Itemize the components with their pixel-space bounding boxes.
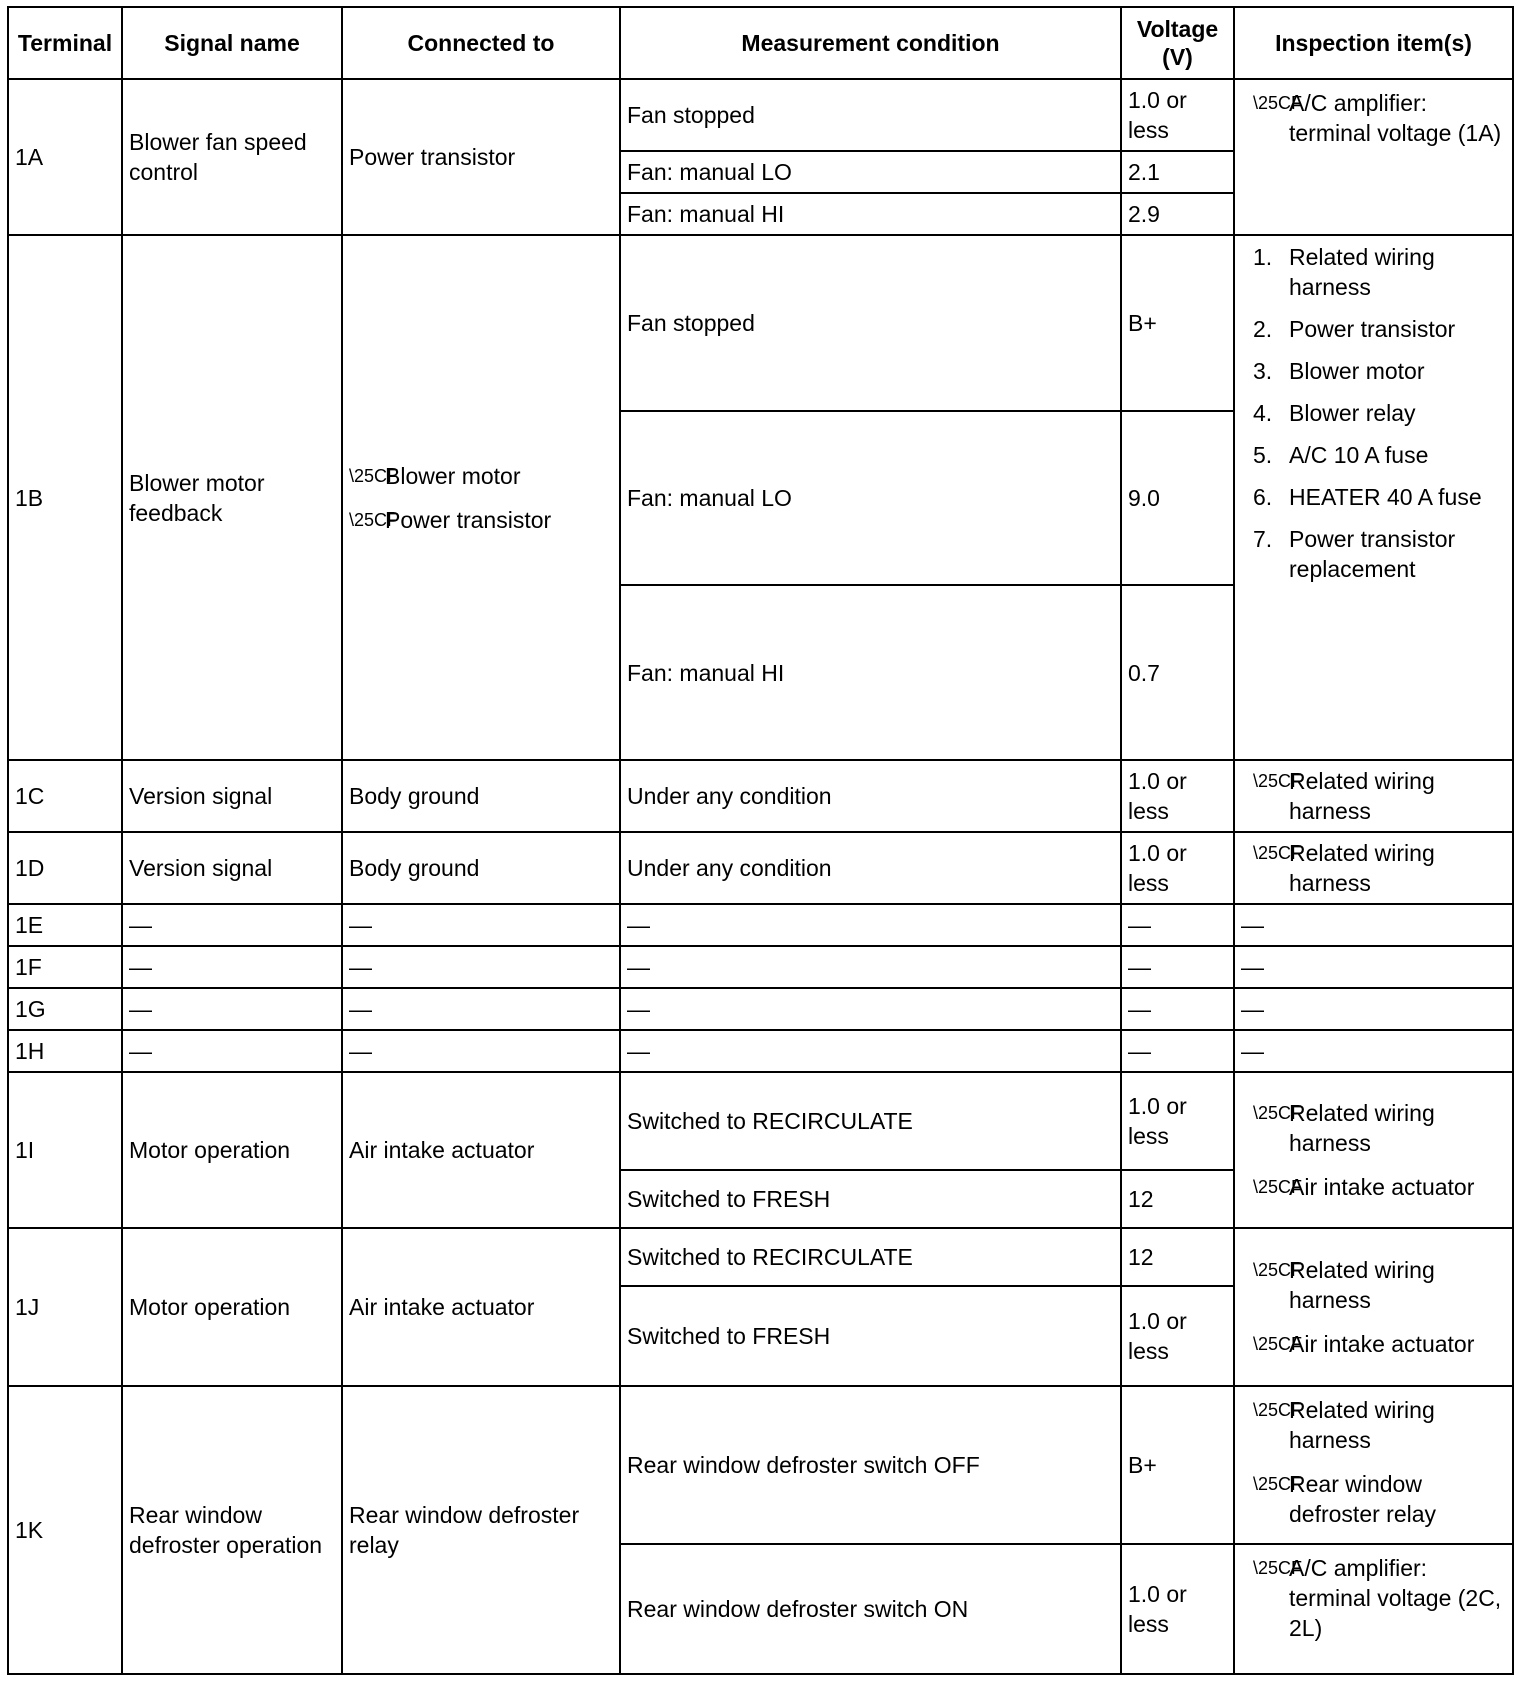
- inspection-item: ● Air intake actuator: [1241, 1172, 1506, 1202]
- signal-name-cell: Rear window defroster operation: [122, 1386, 342, 1674]
- signal-name-cell: Motor operation: [122, 1228, 342, 1386]
- voltage-cell: 12: [1121, 1170, 1234, 1228]
- voltage-cell: B+: [1121, 1386, 1234, 1544]
- inspection-item: [1241, 440, 1506, 470]
- terminal-cell: 1F: [8, 946, 122, 988]
- inspection-item: ● Related wiring harness: [1241, 1255, 1506, 1315]
- item-number: 6.: [1253, 484, 1273, 510]
- inspection-cell: [1234, 1072, 1513, 1228]
- condition-cell: Switched to FRESH: [620, 1286, 1121, 1386]
- table-row: [8, 79, 1513, 151]
- signal-name-cell: —: [122, 904, 342, 946]
- connected-item: ● Blower motor: [349, 461, 613, 491]
- signal-name-cell: Blower motor feedback: [122, 235, 342, 760]
- voltage-cell: 0.7: [1121, 585, 1234, 760]
- inspection-item: [1241, 356, 1506, 386]
- voltage-cell: —: [1121, 904, 1234, 946]
- condition-cell: Switched to RECIRCULATE: [620, 1228, 1121, 1286]
- inspection-item: ● A/C amplifier: terminal voltage (1A): [1241, 88, 1506, 148]
- item-text: HEATER 40 A fuse: [1289, 484, 1482, 510]
- connected-to-cell: —: [342, 1030, 620, 1072]
- signal-name-cell: —: [122, 946, 342, 988]
- terminal-cell: 1D: [8, 832, 122, 904]
- table-row: [8, 1072, 1513, 1170]
- connected-to-cell: Air intake actuator: [342, 1072, 620, 1228]
- condition-cell: Under any condition: [620, 760, 1121, 832]
- inspection-item: [1241, 398, 1506, 428]
- connected-to-cell: —: [342, 946, 620, 988]
- condition-cell: —: [620, 1030, 1121, 1072]
- terminal-cell: 1H: [8, 1030, 122, 1072]
- voltage-cell: 1.0 or less: [1121, 1544, 1234, 1674]
- condition-cell: Fan: manual HI: [620, 193, 1121, 235]
- condition-cell: Switched to FRESH: [620, 1170, 1121, 1228]
- inspection-item: ● A/C amplifier: terminal voltage (2C, 2L): [1241, 1553, 1506, 1643]
- inspection-cell: —: [1234, 988, 1513, 1030]
- inspection-item: ● Related wiring harness: [1241, 1395, 1506, 1455]
- signal-name-cell: Motor operation: [122, 1072, 342, 1228]
- voltage-cell: 1.0 or less: [1121, 1072, 1234, 1170]
- terminal-cell: 1G: [8, 988, 122, 1030]
- connected-to-cell: —: [342, 988, 620, 1030]
- header-signal-name: Signal name: [122, 7, 342, 79]
- terminal-voltage-table: [7, 6, 1514, 1675]
- header-inspection-items: Inspection item(s): [1234, 7, 1513, 79]
- signal-name-cell: Version signal: [122, 832, 342, 904]
- connected-to-cell: Body ground: [342, 832, 620, 904]
- terminal-cell: 1I: [8, 1072, 122, 1228]
- connected-to-cell: Rear window defroster relay: [342, 1386, 620, 1674]
- voltage-cell: —: [1121, 1030, 1234, 1072]
- signal-name-cell: —: [122, 1030, 342, 1072]
- condition-cell: Switched to RECIRCULATE: [620, 1072, 1121, 1170]
- item-text: Power transistor replacement: [1289, 526, 1456, 582]
- voltage-cell: —: [1121, 988, 1234, 1030]
- header-measurement-condition: Measurement condition: [620, 7, 1121, 79]
- connected-to-cell: Air intake actuator: [342, 1228, 620, 1386]
- header-voltage: Voltage (V): [1121, 7, 1234, 79]
- terminal-cell: 1C: [8, 760, 122, 832]
- voltage-cell: 12: [1121, 1228, 1234, 1286]
- voltage-cell: 2.9: [1121, 193, 1234, 235]
- item-text: Blower relay: [1289, 400, 1416, 426]
- item-text: Power transistor: [1289, 316, 1456, 342]
- condition-cell: Rear window defroster switch OFF: [620, 1386, 1121, 1544]
- item-number: 1.: [1253, 244, 1273, 270]
- item-text: Blower motor: [1289, 358, 1425, 384]
- inspection-item: [1241, 242, 1506, 302]
- voltage-cell: 2.1: [1121, 151, 1234, 193]
- terminal-cell: 1A: [8, 79, 122, 235]
- voltage-cell: 1.0 or less: [1121, 760, 1234, 832]
- voltage-cell: B+: [1121, 235, 1234, 411]
- inspection-cell: —: [1234, 1030, 1513, 1072]
- terminal-cell: 1K: [8, 1386, 122, 1674]
- terminal-cell: 1J: [8, 1228, 122, 1386]
- item-number: 4.: [1253, 400, 1273, 426]
- voltage-cell: 1.0 or less: [1121, 79, 1234, 151]
- table-row: [8, 946, 1513, 988]
- item-number: 7.: [1253, 526, 1273, 552]
- terminal-cell: 1B: [8, 235, 122, 760]
- inspection-cell: [1234, 832, 1513, 904]
- table-row: [8, 760, 1513, 832]
- inspection-cell: —: [1234, 946, 1513, 988]
- item-number: 2.: [1253, 316, 1273, 342]
- connected-to-cell: Power transistor: [342, 79, 620, 235]
- table-row: [8, 1228, 1513, 1286]
- condition-cell: Fan stopped: [620, 79, 1121, 151]
- inspection-cell: —: [1234, 904, 1513, 946]
- table-row: [8, 988, 1513, 1030]
- item-number: 5.: [1253, 442, 1273, 468]
- inspection-item: ● Related wiring harness: [1241, 1098, 1506, 1158]
- table-row: [8, 235, 1513, 411]
- voltage-cell: 1.0 or less: [1121, 832, 1234, 904]
- table-row: [8, 832, 1513, 904]
- voltage-cell: 1.0 or less: [1121, 1286, 1234, 1386]
- connected-to-cell: [342, 235, 620, 760]
- table-row: [8, 904, 1513, 946]
- signal-name-cell: Version signal: [122, 760, 342, 832]
- item-text: A/C 10 A fuse: [1289, 442, 1429, 468]
- inspection-cell: [1234, 760, 1513, 832]
- voltage-cell: 9.0: [1121, 411, 1234, 585]
- condition-cell: Under any condition: [620, 832, 1121, 904]
- condition-cell: Fan stopped: [620, 235, 1121, 411]
- inspection-item: [1241, 524, 1506, 584]
- voltage-cell: —: [1121, 946, 1234, 988]
- connected-item: ● Power transistor: [349, 505, 613, 535]
- inspection-item: [1241, 314, 1506, 344]
- signal-name-cell: Blower fan speed control: [122, 79, 342, 235]
- item-number: 3.: [1253, 358, 1273, 384]
- table-row: [8, 1030, 1513, 1072]
- header-row: [8, 7, 1513, 79]
- inspection-cell: [1234, 235, 1513, 760]
- inspection-cell: [1234, 79, 1513, 235]
- inspection-item: ● Related wiring harness: [1241, 838, 1506, 898]
- table-row: [8, 1386, 1513, 1544]
- connected-to-cell: Body ground: [342, 760, 620, 832]
- connected-to-cell: —: [342, 904, 620, 946]
- inspection-item: ● Air intake actuator: [1241, 1329, 1506, 1359]
- inspection-item: [1241, 482, 1506, 512]
- condition-cell: Rear window defroster switch ON: [620, 1544, 1121, 1674]
- terminal-cell: 1E: [8, 904, 122, 946]
- condition-cell: Fan: manual HI: [620, 585, 1121, 760]
- inspection-item: ● Rear window defroster relay: [1241, 1469, 1506, 1529]
- inspection-cell: [1234, 1386, 1513, 1544]
- condition-cell: —: [620, 904, 1121, 946]
- condition-cell: Fan: manual LO: [620, 151, 1121, 193]
- inspection-cell: [1234, 1228, 1513, 1386]
- condition-cell: Fan: manual LO: [620, 411, 1121, 585]
- header-connected-to: Connected to: [342, 7, 620, 79]
- item-text: Related wiring harness: [1289, 244, 1435, 300]
- condition-cell: —: [620, 946, 1121, 988]
- signal-name-cell: —: [122, 988, 342, 1030]
- header-terminal: Terminal: [8, 7, 122, 79]
- inspection-cell: [1234, 1544, 1513, 1674]
- condition-cell: —: [620, 988, 1121, 1030]
- inspection-item: ● Related wiring harness: [1241, 766, 1506, 826]
